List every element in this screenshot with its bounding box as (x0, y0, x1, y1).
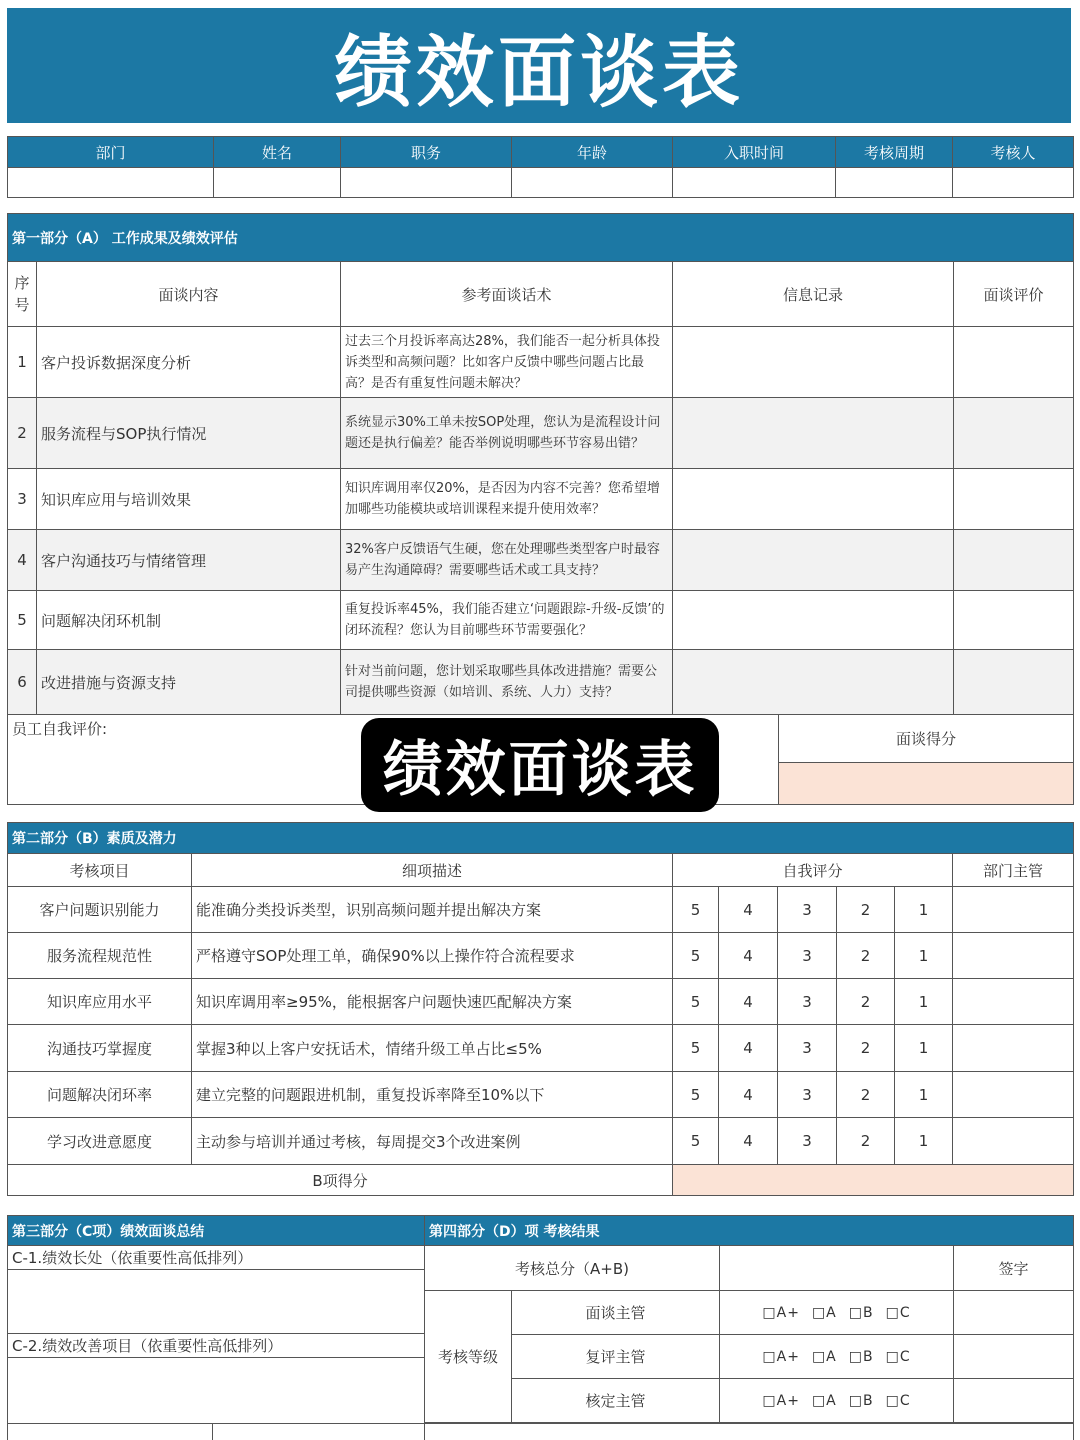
manager-input[interactable] (953, 933, 1074, 979)
input-age[interactable] (512, 168, 673, 198)
input-assessor[interactable] (953, 168, 1074, 198)
input-hire-date[interactable] (673, 168, 836, 198)
score-3[interactable]: 3 (778, 1025, 837, 1072)
score-5[interactable]: 5 (673, 979, 719, 1025)
row-eval-input[interactable] (954, 469, 1074, 530)
part-d-table (424, 1215, 1074, 1423)
option-c[interactable]: □C (885, 1348, 911, 1365)
score-1[interactable]: 1 (895, 1118, 953, 1165)
row-script: 系统显示30%工单未按SOP处理，您认为是流程设计问题还是执行偏差？能否举例说明哪些环节容易出错？ (341, 398, 673, 469)
col-script: 参考面谈话术 (341, 262, 673, 327)
option-a[interactable]: □A (811, 1304, 837, 1321)
option-a[interactable]: □A (811, 1392, 837, 1409)
score-2[interactable]: 2 (837, 1118, 895, 1165)
part-c-heading: 第三部分（C项）绩效面谈总结 (8, 1216, 425, 1246)
score-3[interactable]: 3 (778, 979, 837, 1025)
grade-label: 考核等级 (425, 1291, 512, 1423)
score-input[interactable] (779, 763, 1074, 805)
score-3[interactable]: 3 (778, 1072, 837, 1118)
score-3[interactable]: 3 (778, 1118, 837, 1165)
row-script: 过去三个月投诉率高达28%，我们能否一起分析具体投诉类型和高频问题？比如客户反馈中哪些问题占比最高？是否有重复性问题未解决？ (341, 327, 673, 398)
item-label: 沟通技巧掌握度 (8, 1025, 192, 1072)
item-label: 学习改进意愿度 (8, 1118, 192, 1165)
option-c[interactable]: □C (885, 1304, 911, 1321)
part-b-table (7, 822, 1074, 1196)
row-script: 知识库调用率仅20%，是否因为内容不完善？您希望增加哪些功能模块或培训课程来提升使用效率？ (341, 469, 673, 530)
bottom-row (7, 1423, 1074, 1440)
row-record-input[interactable] (673, 650, 954, 715)
header-assessor: 考核人 (953, 137, 1074, 168)
header-age: 年龄 (512, 137, 673, 168)
option-c[interactable]: □C (885, 1392, 911, 1409)
option-b[interactable]: □B (848, 1348, 874, 1365)
col-manager: 部门主管 (953, 854, 1074, 887)
bottom-cell-right[interactable] (213, 1424, 1074, 1440)
option-b[interactable]: □B (848, 1392, 874, 1409)
manager-input[interactable] (953, 1072, 1074, 1118)
score-2[interactable]: 2 (837, 979, 895, 1025)
part-a-heading: 第一部分（A） 工作成果及绩效评估 (8, 214, 1074, 262)
sign-input[interactable] (954, 1379, 1074, 1423)
item-label: 客户问题识别能力 (8, 887, 192, 933)
row-no: 4 (8, 530, 37, 591)
header-period: 考核周期 (836, 137, 953, 168)
score-2[interactable]: 2 (837, 887, 895, 933)
item-desc: 主动参与培训并通过考核，每周提交3个改进案例 (192, 1118, 673, 1165)
score-5[interactable]: 5 (673, 1072, 719, 1118)
b-total-input[interactable] (673, 1165, 1074, 1196)
part-c-table (7, 1215, 425, 1440)
score-4[interactable]: 4 (719, 933, 778, 979)
badge-text: 绩效面谈表 (382, 735, 698, 805)
title-badge (361, 718, 719, 812)
score-1[interactable]: 1 (895, 979, 953, 1025)
row-script: 32%客户反馈语气生硬，您在处理哪些类型客户时最容易产生沟通障碍？需要哪些话术或工具支持？ (341, 530, 673, 591)
role-approver: 核定主管 (512, 1379, 720, 1423)
score-5[interactable]: 5 (673, 1118, 719, 1165)
row-content: 客户沟通技巧与情绪管理 (37, 530, 341, 591)
grade-options[interactable] (720, 1335, 954, 1379)
input-position[interactable] (341, 168, 512, 198)
row-content: 改进措施与资源支持 (37, 650, 341, 715)
score-4[interactable]: 4 (719, 1025, 778, 1072)
row-content: 客户投诉数据深度分析 (37, 327, 341, 398)
sign-label: 签字 (954, 1246, 1074, 1291)
option-a-plus[interactable]: □A+ (762, 1348, 800, 1365)
item-desc: 能准确分类投诉类型，识别高频问题并提出解决方案 (192, 887, 673, 933)
manager-input[interactable] (953, 1118, 1074, 1165)
row-script: 针对当前问题，您计划采取哪些具体改进措施？需要公司提供哪些资源（如培训、系统、人力）支持？ (341, 650, 673, 715)
info-table (7, 136, 1074, 198)
input-dept[interactable] (8, 168, 214, 198)
score-4[interactable]: 4 (719, 979, 778, 1025)
score-1[interactable]: 1 (895, 1025, 953, 1072)
col-item: 考核项目 (8, 854, 192, 887)
header-name: 姓名 (214, 137, 341, 168)
row-no: 5 (8, 591, 37, 650)
manager-input[interactable] (953, 1025, 1074, 1072)
option-b[interactable]: □B (848, 1304, 874, 1321)
score-3[interactable]: 3 (778, 933, 837, 979)
item-label: 问题解决闭环率 (8, 1072, 192, 1118)
col-desc: 细项描述 (192, 854, 673, 887)
header-dept: 部门 (8, 137, 214, 168)
item-desc: 建立完整的问题跟进机制，重复投诉率降至10%以下 (192, 1072, 673, 1118)
option-a-plus[interactable]: □A+ (762, 1392, 800, 1409)
item-label: 知识库应用水平 (8, 979, 192, 1025)
row-no: 2 (8, 398, 37, 469)
row-record-input[interactable] (673, 469, 954, 530)
header-position: 职务 (341, 137, 512, 168)
item-desc: 严格遵守SOP处理工单，确保90%以上操作符合流程要求 (192, 933, 673, 979)
manager-input[interactable] (953, 887, 1074, 933)
score-5[interactable]: 5 (673, 1025, 719, 1072)
page-title: 绩效面谈表 (333, 27, 744, 118)
part-d-heading: 第四部分（D）项 考核结果 (425, 1216, 1074, 1246)
c2-label: C-2.绩效改善项目（依重要性高低排列） (8, 1334, 425, 1358)
row-eval-input[interactable] (954, 398, 1074, 469)
score-4[interactable]: 4 (719, 1118, 778, 1165)
row-no: 3 (8, 469, 37, 530)
part-a-table (7, 213, 1074, 715)
grade-options[interactable] (720, 1291, 954, 1335)
header-hire-date: 入职时间 (673, 137, 836, 168)
score-5[interactable]: 5 (673, 887, 719, 933)
score-4[interactable]: 4 (719, 887, 778, 933)
score-5[interactable]: 5 (673, 933, 719, 979)
item-label: 服务流程规范性 (8, 933, 192, 979)
self-eval-label: 员工自我评价: (12, 720, 108, 738)
item-desc: 知识库调用率≥95%，能根据客户问题快速匹配解决方案 (192, 979, 673, 1025)
col-content: 面谈内容 (37, 262, 341, 327)
score-1[interactable]: 1 (895, 887, 953, 933)
score-1[interactable]: 1 (895, 933, 953, 979)
sign-input[interactable] (954, 1335, 1074, 1379)
bottom-cell-left[interactable] (8, 1424, 213, 1440)
c1-input[interactable] (8, 1270, 425, 1334)
row-record-input[interactable] (673, 398, 954, 469)
role-reviewer: 复评主管 (512, 1335, 720, 1379)
col-self-score: 自我评分 (673, 854, 953, 887)
score-4[interactable]: 4 (719, 1072, 778, 1118)
option-a-plus[interactable]: □A+ (762, 1304, 800, 1321)
b-total-label: B项得分 (8, 1165, 673, 1196)
grade-options[interactable] (720, 1379, 954, 1423)
score-3[interactable]: 3 (778, 887, 837, 933)
title-banner (7, 8, 1071, 123)
row-script: 重复投诉率45%，我们能否建立‘问题跟踪-升级-反馈’的闭环流程？您认为目前哪些环节需要强化？ (341, 591, 673, 650)
total-score-label: 考核总分（A+B) (425, 1246, 720, 1291)
input-name[interactable] (214, 168, 341, 198)
option-a[interactable]: □A (811, 1348, 837, 1365)
row-eval-input[interactable] (954, 650, 1074, 715)
score-2[interactable]: 2 (837, 933, 895, 979)
row-content: 服务流程与SOP执行情况 (37, 398, 341, 469)
row-no: 1 (8, 327, 37, 398)
c1-label: C-1.绩效长处（依重要性高低排列） (8, 1246, 425, 1270)
row-record-input[interactable] (673, 530, 954, 591)
score-label: 面谈得分 (779, 715, 1074, 763)
score-1[interactable]: 1 (895, 1072, 953, 1118)
row-content: 问题解决闭环机制 (37, 591, 341, 650)
row-no: 6 (8, 650, 37, 715)
row-record-input[interactable] (673, 591, 954, 650)
input-period[interactable] (836, 168, 953, 198)
part-b-heading: 第二部分（B）素质及潜力 (8, 823, 1074, 854)
manager-input[interactable] (953, 979, 1074, 1025)
score-2[interactable]: 2 (837, 1025, 895, 1072)
row-eval-input[interactable] (954, 530, 1074, 591)
total-score-input[interactable] (720, 1246, 954, 1291)
col-eval: 面谈评价 (954, 262, 1074, 327)
col-record: 信息记录 (673, 262, 954, 327)
role-interviewer: 面谈主管 (512, 1291, 720, 1335)
row-eval-input[interactable] (954, 591, 1074, 650)
row-record-input[interactable] (673, 327, 954, 398)
score-2[interactable]: 2 (837, 1072, 895, 1118)
row-content: 知识库应用与培训效果 (37, 469, 341, 530)
item-desc: 掌握3种以上客户安抚话术，情绪升级工单占比≤5% (192, 1025, 673, 1072)
sign-input[interactable] (954, 1291, 1074, 1335)
row-eval-input[interactable] (954, 327, 1074, 398)
col-no: 序号 (8, 262, 37, 327)
